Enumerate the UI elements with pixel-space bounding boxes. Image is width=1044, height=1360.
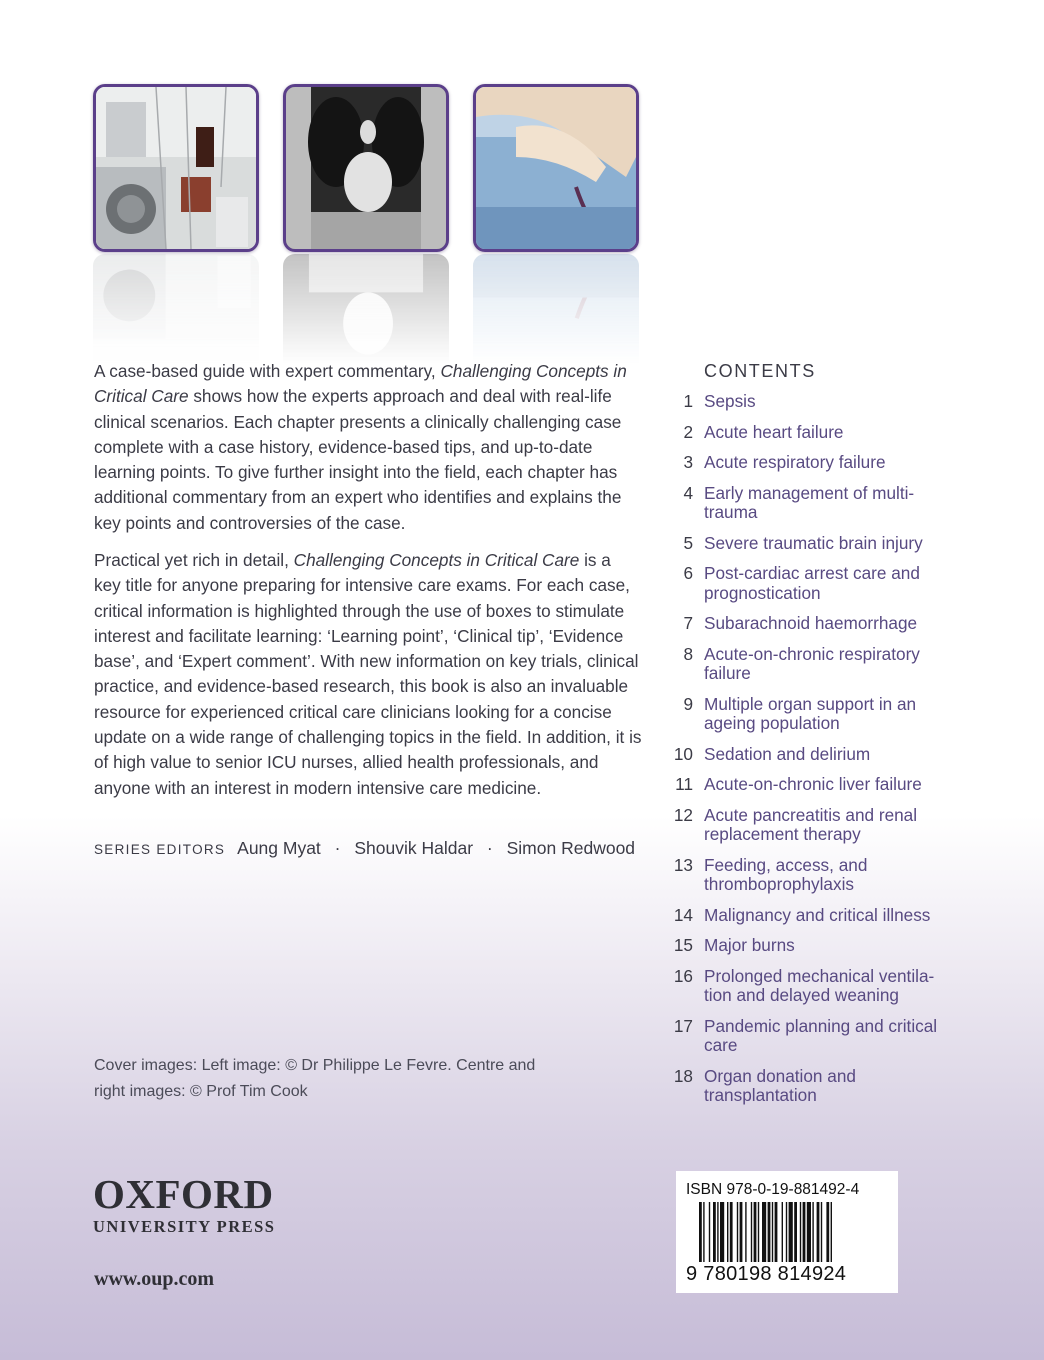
blurb-text: Practical yet rich in detail,: [94, 550, 294, 570]
chapter-number: 4: [683, 482, 693, 503]
editor-name: Aung Myat: [237, 838, 321, 858]
list-item: [666, 534, 956, 554]
chest-ct-scan-reflection: [283, 254, 449, 364]
chapter-number: 7: [683, 613, 693, 633]
list-item: [666, 453, 956, 473]
chapter-number: 12: [673, 804, 693, 825]
blurb-text: is a key title for anyone preparing for intensive care exams. For each case, critical information is highlighted through the use of boxes to stimulate interest and facilitate learning: ‘Learning point’, ‘Clinical tip’, ‘Evidence base’, and ‘Expert comment’. With new information on key trials, clinical practice, and evidence-based research, this book is also an invaluable resource for experienced critical care clinicians looking for a concise update on a wide range of challenging topics in the field. In addition, it is of high value to senior ICU nurses, allied health professionals, and anyone with an interest in modern intensive care medicine.: [94, 550, 642, 798]
chapter-number: 14: [673, 904, 693, 925]
list-item: [666, 564, 956, 603]
list-item: [666, 775, 956, 795]
publisher-logo: [93, 1172, 275, 1237]
editor-separator: ·: [486, 838, 493, 858]
list-item: [666, 1017, 956, 1056]
chapter-title: Major burns: [704, 935, 795, 955]
gloved-hands-procedure-reflection: [473, 254, 639, 364]
isbn-label: ISBN 978-0-19-881492-4: [686, 1181, 860, 1198]
chapter-number: 3: [683, 452, 693, 472]
chapter-number: 11: [675, 774, 693, 794]
list-item: [666, 745, 956, 765]
chapter-title: Post-cardiac arrest care and prognostication: [704, 563, 920, 603]
dialysis-machine-reflection: [93, 254, 259, 364]
series-editors-label: SERIES EDITORS: [94, 842, 226, 857]
blurb-text: shows how the experts approach and deal with real-life clinical scenarios. Each chapter presents a clinically challenging case complete with a case history, evidence-based tips, and up-to-date learning points. To give further insight into the field, each chapter has additional commentary from an expert who identifies and explains the key points and controversies of the case.: [94, 386, 622, 533]
list-item: [666, 392, 956, 412]
chapter-title: Acute-on-chronic respiratory failure: [704, 643, 920, 683]
contents-heading: CONTENTS: [704, 361, 816, 381]
list-item: [666, 645, 956, 684]
editor-separator: ·: [334, 838, 341, 858]
chapter-title: Sedation and delirium: [704, 743, 871, 764]
series-editors: [94, 838, 635, 859]
book-title-italic: Challenging Concepts in Critical Care: [94, 361, 627, 407]
chapter-number: 5: [683, 532, 693, 553]
list-item: [666, 906, 956, 926]
blurb-paragraph-2: [94, 548, 642, 801]
chapter-number: 9: [683, 693, 693, 714]
chapter-title: Pandemic planning and critical care: [704, 1015, 938, 1055]
blurb-paragraph-1: [94, 359, 642, 536]
chapter-title: Severe traumatic brain injury: [704, 532, 923, 553]
list-item: [666, 967, 956, 1006]
chapter-title: Prolonged mechanical ventila-tion and delayed weaning: [704, 965, 935, 1005]
chapter-title: Early management of multi-trauma: [704, 482, 915, 522]
list-item: [666, 614, 956, 634]
chapter-number: 16: [673, 965, 693, 986]
contents-list: [666, 392, 956, 1117]
chapter-title: Organ donation and transplantation: [704, 1065, 856, 1105]
chapter-title: Sepsis: [704, 391, 756, 411]
list-item: [666, 484, 956, 523]
editor-name: Simon Redwood: [506, 838, 636, 858]
list-item: [666, 423, 956, 443]
chapter-title: Malignancy and critical illness: [704, 904, 931, 925]
list-item: [666, 936, 956, 956]
chapter-title: Acute heart failure: [704, 421, 844, 442]
chapter-title: Multiple organ support in an ageing population: [704, 693, 917, 733]
chapter-number: 2: [683, 421, 693, 442]
chapter-number: 8: [683, 643, 693, 664]
chapter-number: 15: [673, 935, 693, 955]
chapter-title: Acute pancreatitis and renal replacement therapy: [704, 804, 918, 844]
chapter-number: 17: [673, 1015, 693, 1036]
list-item: [666, 856, 956, 895]
barcode-digits: 9 780198 814924: [686, 1263, 847, 1285]
chapter-title: Acute-on-chronic liver failure: [704, 774, 922, 794]
chest-ct-scan-photo: [283, 84, 449, 252]
list-item: [666, 1067, 956, 1106]
publisher-name: OXFORD: [93, 1171, 274, 1217]
publisher-subtitle: UNIVERSITY PRESS: [93, 1217, 276, 1236]
chapter-number: 10: [673, 743, 693, 764]
list-item: [666, 695, 956, 734]
chapter-title: Acute respiratory failure: [704, 452, 886, 472]
blurb-text: A case-based guide with expert commentary,: [94, 361, 441, 381]
chapter-number: 18: [673, 1065, 693, 1086]
list-item: [666, 806, 956, 845]
editor-name: Shouvik Haldar: [354, 838, 474, 858]
chapter-title: Subarachnoid haemorrhage: [704, 613, 918, 633]
isbn-barcode: [676, 1171, 898, 1293]
chapter-number: 13: [673, 854, 693, 875]
dialysis-machine-photo: [93, 84, 259, 252]
chapter-title: Feeding, access, and thromboprophylaxis: [704, 854, 868, 894]
gloved-hands-procedure-photo: [473, 84, 639, 252]
publisher-url: www.oup.com: [94, 1268, 215, 1290]
chapter-number: 1: [683, 391, 693, 411]
book-title-italic: Challenging Concepts in Critical Care: [293, 550, 580, 570]
cover-image-credits: Cover images: Left image: © Dr Philippe Le Fevre. Centre and right images: © Prof Tim Cook: [94, 1057, 536, 1100]
barcode-bars-icon: [699, 1202, 875, 1262]
chapter-number: 6: [683, 563, 693, 583]
